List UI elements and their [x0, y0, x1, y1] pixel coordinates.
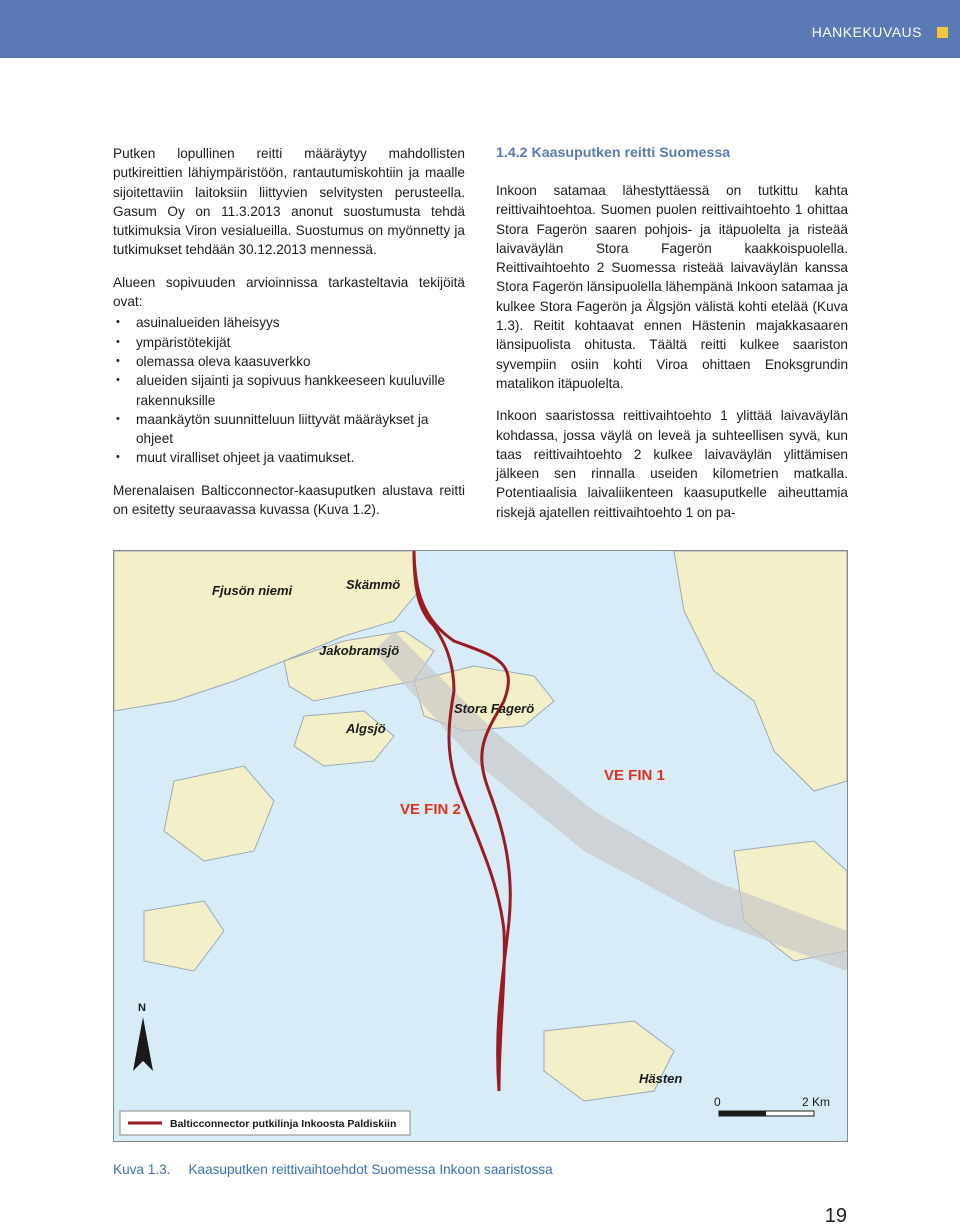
caption-number: Kuva 1.3. [113, 1162, 171, 1177]
right-paragraph-1: Inkoon satamaa lähestyttäessä on tutkittu kahta reittivaihtoehtoa. Suomen puolen reittivaihtoehto 1 ohittaa Stora Fagerön saaren pohjois- ja itäpuolelta ja risteää laivaväylän Stora Fagerön kaakkoispuolella. Reittivaihtoehto 2 Suomessa risteää laivaväylän kanssa Stora Fagerön länsipuolella lähempänä Inkoon satamaa ja kulkee Stora Fagerön ja Älgsjön välistä kohti etelää (Kuva 1.3). Reitit kohtaavat ennen Hästenin majakkasaaren länsipuolista ohitusta. Täältä reitti kulkee saariston syvempiin osiin kohti Viroa ohittaen Enoksgrundin matalikon itäpuolelta. [496, 183, 848, 391]
route-map [113, 550, 848, 1142]
page-number: 19 [824, 1205, 847, 1227]
figure-caption [113, 1162, 553, 1177]
list-item: • muut viralliset ohjeet ja vaatimukset. [113, 448, 465, 467]
factor-list [113, 313, 465, 467]
place-label: Hästen [639, 1071, 683, 1086]
left-paragraph-3: Merenalaisen Balticconnector-kaasuputken alustava reitti on esitetty seuraavassa kuvassa (Kuva 1.2). [113, 482, 465, 518]
header-bar [0, 0, 960, 58]
north-label: N [138, 1002, 146, 1014]
legend-label: Balticconnector putkilinja Inkoosta Paldiskiin [170, 1118, 397, 1130]
right-column [496, 144, 848, 535]
list-item: • asuinalueiden läheisyys [113, 313, 465, 332]
list-item: • olemassa oleva kaasuverkko [113, 352, 465, 371]
list-item: • maankäytön suunnitteluun liittyvät määräykset ja ohjeet [113, 410, 465, 449]
right-paragraph-2: Inkoon saaristossa reittivaihtoehto 1 ylittää laivaväylän kohdassa, jossa väylä on leveä ja suhteellisen syvä, kun taas reittivaihtoehto 2 kulkee laivaväylän ylittämisen jälkeen sen rinnalla useiden kilometrien matkalla. Potentiaalisia laivaliikenteen kaasuputkelle aiheuttamia riskejä ajatellen reittivaihtoehto 1 on pa- [496, 408, 848, 520]
left-paragraph-2: Alueen sopivuuden arvioinnissa tarkasteltavia tekijöitä ovat: [113, 274, 465, 310]
place-label: Fjusön niemi [212, 583, 293, 598]
route-label-ve-fin-2: VE FIN 2 [400, 801, 461, 818]
list-item: • ympäristötekijät [113, 333, 465, 352]
place-label: Jakobramsjö [319, 643, 400, 658]
scale-bar-segment [719, 1111, 766, 1116]
place-label: Algsjö [346, 721, 386, 736]
route-label-ve-fin-1: VE FIN 1 [604, 767, 665, 784]
left-paragraph-1: Putken lopullinen reitti määräytyy mahdollisten putkireittien lähiympäristöön, rantautumiskohtiin ja maalle sijoitettaviin laitoksiin liittyvien selvitysten perusteella. Gasum Oy on 11.3.2013 anonut suostumusta tehdä tutkimuksia Viron vesialueilla. Suostumus on myönnetty ja tutkimukset tehdään 30.12.2013 mennessä. [113, 146, 465, 258]
scale-label-end: 2 Km [802, 1095, 831, 1109]
list-item: • alueiden sijainti ja sopivuus hankkeeseen kuuluville rakennuksille [113, 371, 465, 410]
section-title: 1.4.2 Kaasuputken reitti Suomessa [496, 145, 731, 161]
section-marker-icon [937, 27, 948, 38]
caption-text: Kaasuputken reittivaihtoehdot Suomessa Inkoon saaristossa [188, 1162, 553, 1177]
left-column [113, 144, 465, 532]
scale-label-start: 0 [714, 1095, 721, 1109]
section-label: HANKEKUVAUS [811, 24, 922, 40]
map-svg [114, 551, 847, 1141]
place-label: Stora Fagerö [454, 701, 535, 716]
place-label: Skämmö [346, 577, 401, 592]
